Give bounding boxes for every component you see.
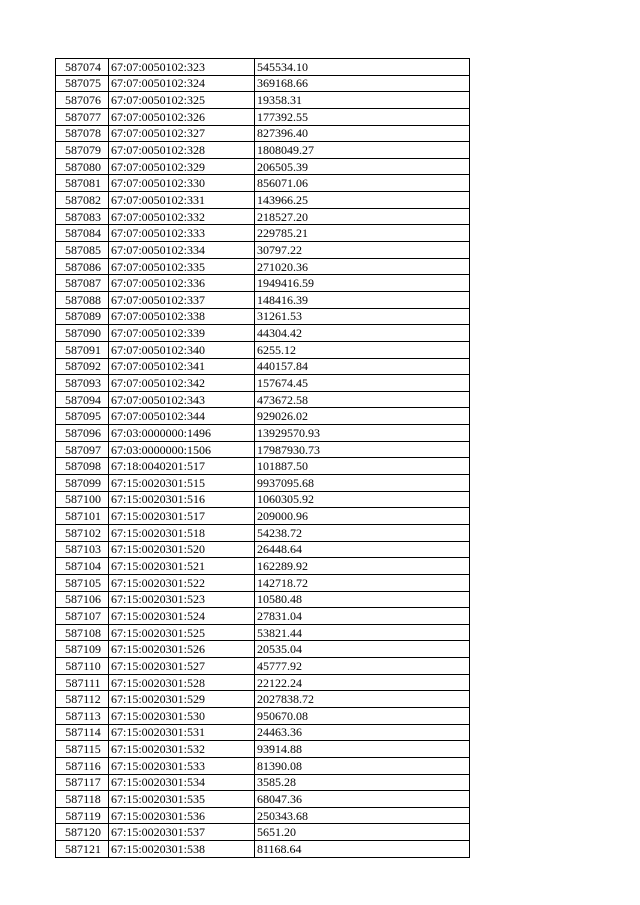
value-cell: 929026.02 (255, 408, 470, 425)
table-row (56, 641, 470, 658)
row-number-cell: 587074 (56, 59, 109, 76)
value-cell: 206505.39 (255, 158, 470, 175)
table-row (56, 558, 470, 575)
value-cell: 10580.48 (255, 591, 470, 608)
cadastral-number-cell: 67:15:0020301:526 (109, 641, 255, 658)
table-row (56, 774, 470, 791)
table-row (56, 291, 470, 308)
row-number-cell: 587089 (56, 308, 109, 325)
row-number-cell: 587097 (56, 441, 109, 458)
table-row (56, 658, 470, 675)
value-cell: 2027838.72 (255, 691, 470, 708)
cadastral-number-cell: 67:07:0050102:326 (109, 108, 255, 125)
cadastral-number-cell: 67:07:0050102:333 (109, 225, 255, 242)
value-cell: 271020.36 (255, 258, 470, 275)
value-cell: 22122.24 (255, 674, 470, 691)
table-row (56, 375, 470, 392)
cadastral-number-cell: 67:07:0050102:332 (109, 208, 255, 225)
value-cell: 93914.88 (255, 741, 470, 758)
cadastral-number-cell: 67:15:0020301:516 (109, 491, 255, 508)
row-number-cell: 587106 (56, 591, 109, 608)
cadastral-number-cell: 67:15:0020301:534 (109, 774, 255, 791)
table-row (56, 624, 470, 641)
cadastral-number-cell: 67:03:0000000:1506 (109, 441, 255, 458)
cadastral-number-cell: 67:07:0050102:341 (109, 358, 255, 375)
table-row (56, 308, 470, 325)
value-cell: 53821.44 (255, 624, 470, 641)
table-row (56, 707, 470, 724)
value-cell: 81390.08 (255, 757, 470, 774)
table-row (56, 791, 470, 808)
table-row (56, 458, 470, 475)
cadastral-number-cell: 67:07:0050102:342 (109, 375, 255, 392)
value-cell: 157674.45 (255, 375, 470, 392)
cadastral-number-cell: 67:15:0020301:525 (109, 624, 255, 641)
table-row (56, 325, 470, 342)
table-row (56, 491, 470, 508)
table-row (56, 408, 470, 425)
row-number-cell: 587108 (56, 624, 109, 641)
cadastral-number-cell: 67:15:0020301:531 (109, 724, 255, 741)
row-number-cell: 587119 (56, 807, 109, 824)
value-cell: 856071.06 (255, 175, 470, 192)
value-cell: 162289.92 (255, 558, 470, 575)
table-row (56, 242, 470, 259)
cadastral-number-cell: 67:15:0020301:535 (109, 791, 255, 808)
value-cell: 229785.21 (255, 225, 470, 242)
cadastral-number-cell: 67:15:0020301:533 (109, 757, 255, 774)
row-number-cell: 587102 (56, 524, 109, 541)
row-number-cell: 587120 (56, 824, 109, 841)
row-number-cell: 587114 (56, 724, 109, 741)
row-number-cell: 587107 (56, 608, 109, 625)
cadastral-number-cell: 67:15:0020301:536 (109, 807, 255, 824)
value-cell: 19358.31 (255, 92, 470, 109)
table-row (56, 441, 470, 458)
cadastral-number-cell: 67:15:0020301:529 (109, 691, 255, 708)
value-cell: 473672.58 (255, 391, 470, 408)
row-number-cell: 587082 (56, 192, 109, 209)
value-cell: 5651.20 (255, 824, 470, 841)
value-cell: 26448.64 (255, 541, 470, 558)
cadastral-number-cell: 67:07:0050102:344 (109, 408, 255, 425)
table-row (56, 108, 470, 125)
row-number-cell: 587076 (56, 92, 109, 109)
row-number-cell: 587091 (56, 341, 109, 358)
value-cell: 13929570.93 (255, 425, 470, 442)
table-row (56, 391, 470, 408)
table-row (56, 608, 470, 625)
table-row (56, 125, 470, 142)
cadastral-number-cell: 67:15:0020301:518 (109, 524, 255, 541)
value-cell: 1949416.59 (255, 275, 470, 292)
table-row (56, 275, 470, 292)
table-row (56, 142, 470, 159)
value-cell: 30797.22 (255, 242, 470, 259)
table-row (56, 674, 470, 691)
row-number-cell: 587121 (56, 841, 109, 858)
table-row (56, 59, 470, 76)
cadastral-number-cell: 67:07:0050102:334 (109, 242, 255, 259)
value-cell: 1060305.92 (255, 491, 470, 508)
table-row (56, 358, 470, 375)
table-row (56, 75, 470, 92)
cadastral-number-cell: 67:15:0020301:527 (109, 658, 255, 675)
value-cell: 545534.10 (255, 59, 470, 76)
value-cell: 44304.42 (255, 325, 470, 342)
table-row (56, 691, 470, 708)
value-cell: 177392.55 (255, 108, 470, 125)
table-row (56, 724, 470, 741)
row-number-cell: 587084 (56, 225, 109, 242)
row-number-cell: 587092 (56, 358, 109, 375)
cadastral-number-cell: 67:15:0020301:537 (109, 824, 255, 841)
cadastral-number-cell: 67:07:0050102:336 (109, 275, 255, 292)
table-row (56, 258, 470, 275)
row-number-cell: 587117 (56, 774, 109, 791)
cadastral-number-cell: 67:07:0050102:337 (109, 291, 255, 308)
row-number-cell: 587118 (56, 791, 109, 808)
cadastral-number-cell: 67:07:0050102:343 (109, 391, 255, 408)
row-number-cell: 587105 (56, 574, 109, 591)
row-number-cell: 587081 (56, 175, 109, 192)
table-row (56, 341, 470, 358)
cadastral-number-cell: 67:07:0050102:329 (109, 158, 255, 175)
table-row (56, 824, 470, 841)
cadastral-number-cell: 67:07:0050102:324 (109, 75, 255, 92)
value-cell: 950670.08 (255, 707, 470, 724)
cadastral-number-cell: 67:15:0020301:521 (109, 558, 255, 575)
cadastral-number-cell: 67:07:0050102:339 (109, 325, 255, 342)
value-cell: 45777.92 (255, 658, 470, 675)
cadastral-number-cell: 67:07:0050102:327 (109, 125, 255, 142)
value-cell: 81168.64 (255, 841, 470, 858)
table-row (56, 574, 470, 591)
row-number-cell: 587085 (56, 242, 109, 259)
cadastral-number-cell: 67:15:0020301:528 (109, 674, 255, 691)
row-number-cell: 587098 (56, 458, 109, 475)
row-number-cell: 587110 (56, 658, 109, 675)
cadastral-number-cell: 67:15:0020301:530 (109, 707, 255, 724)
value-cell: 31261.53 (255, 308, 470, 325)
value-cell: 9937095.68 (255, 475, 470, 492)
cadastral-number-cell: 67:07:0050102:335 (109, 258, 255, 275)
value-cell: 54238.72 (255, 524, 470, 541)
row-number-cell: 587099 (56, 475, 109, 492)
table-row (56, 757, 470, 774)
value-cell: 143966.25 (255, 192, 470, 209)
table-row (56, 524, 470, 541)
value-cell: 440157.84 (255, 358, 470, 375)
table-row (56, 841, 470, 858)
cadastral-number-cell: 67:07:0050102:331 (109, 192, 255, 209)
cadastral-number-cell: 67:18:0040201:517 (109, 458, 255, 475)
row-number-cell: 587079 (56, 142, 109, 159)
cadastral-number-cell: 67:07:0050102:338 (109, 308, 255, 325)
row-number-cell: 587104 (56, 558, 109, 575)
value-cell: 209000.96 (255, 508, 470, 525)
row-number-cell: 587116 (56, 757, 109, 774)
value-cell: 68047.36 (255, 791, 470, 808)
cadastral-number-cell: 67:15:0020301:517 (109, 508, 255, 525)
row-number-cell: 587101 (56, 508, 109, 525)
row-number-cell: 587083 (56, 208, 109, 225)
table-row (56, 158, 470, 175)
cadastral-number-cell: 67:15:0020301:522 (109, 574, 255, 591)
row-number-cell: 587103 (56, 541, 109, 558)
table-row (56, 741, 470, 758)
value-cell: 142718.72 (255, 574, 470, 591)
value-cell: 250343.68 (255, 807, 470, 824)
cadastral-number-cell: 67:07:0050102:330 (109, 175, 255, 192)
table-row (56, 208, 470, 225)
table-row (56, 175, 470, 192)
value-cell: 24463.36 (255, 724, 470, 741)
cadastral-number-cell: 67:15:0020301:520 (109, 541, 255, 558)
table-body (56, 59, 470, 858)
table-row (56, 508, 470, 525)
row-number-cell: 587111 (56, 674, 109, 691)
row-number-cell: 587086 (56, 258, 109, 275)
row-number-cell: 587078 (56, 125, 109, 142)
table-row (56, 807, 470, 824)
row-number-cell: 587093 (56, 375, 109, 392)
value-cell: 218527.20 (255, 208, 470, 225)
cadastral-number-cell: 67:07:0050102:340 (109, 341, 255, 358)
row-number-cell: 587090 (56, 325, 109, 342)
row-number-cell: 587088 (56, 291, 109, 308)
table-row (56, 475, 470, 492)
cadastral-value-table (55, 58, 470, 858)
cadastral-number-cell: 67:03:0000000:1496 (109, 425, 255, 442)
value-cell: 17987930.73 (255, 441, 470, 458)
row-number-cell: 587112 (56, 691, 109, 708)
value-cell: 20535.04 (255, 641, 470, 658)
row-number-cell: 587100 (56, 491, 109, 508)
cadastral-number-cell: 67:07:0050102:323 (109, 59, 255, 76)
cadastral-number-cell: 67:07:0050102:328 (109, 142, 255, 159)
row-number-cell: 587096 (56, 425, 109, 442)
value-cell: 3585.28 (255, 774, 470, 791)
table-row (56, 225, 470, 242)
table-row (56, 192, 470, 209)
value-cell: 101887.50 (255, 458, 470, 475)
row-number-cell: 587077 (56, 108, 109, 125)
table-row (56, 591, 470, 608)
table-row (56, 541, 470, 558)
value-cell: 27831.04 (255, 608, 470, 625)
value-cell: 369168.66 (255, 75, 470, 92)
table-row (56, 425, 470, 442)
row-number-cell: 587113 (56, 707, 109, 724)
row-number-cell: 587109 (56, 641, 109, 658)
row-number-cell: 587075 (56, 75, 109, 92)
row-number-cell: 587080 (56, 158, 109, 175)
row-number-cell: 587095 (56, 408, 109, 425)
cadastral-number-cell: 67:15:0020301:538 (109, 841, 255, 858)
row-number-cell: 587087 (56, 275, 109, 292)
cadastral-number-cell: 67:15:0020301:523 (109, 591, 255, 608)
value-cell: 827396.40 (255, 125, 470, 142)
cadastral-number-cell: 67:15:0020301:524 (109, 608, 255, 625)
value-cell: 6255.12 (255, 341, 470, 358)
row-number-cell: 587115 (56, 741, 109, 758)
value-cell: 148416.39 (255, 291, 470, 308)
cadastral-number-cell: 67:15:0020301:515 (109, 475, 255, 492)
row-number-cell: 587094 (56, 391, 109, 408)
value-cell: 1808049.27 (255, 142, 470, 159)
table-row (56, 92, 470, 109)
cadastral-number-cell: 67:07:0050102:325 (109, 92, 255, 109)
cadastral-number-cell: 67:15:0020301:532 (109, 741, 255, 758)
